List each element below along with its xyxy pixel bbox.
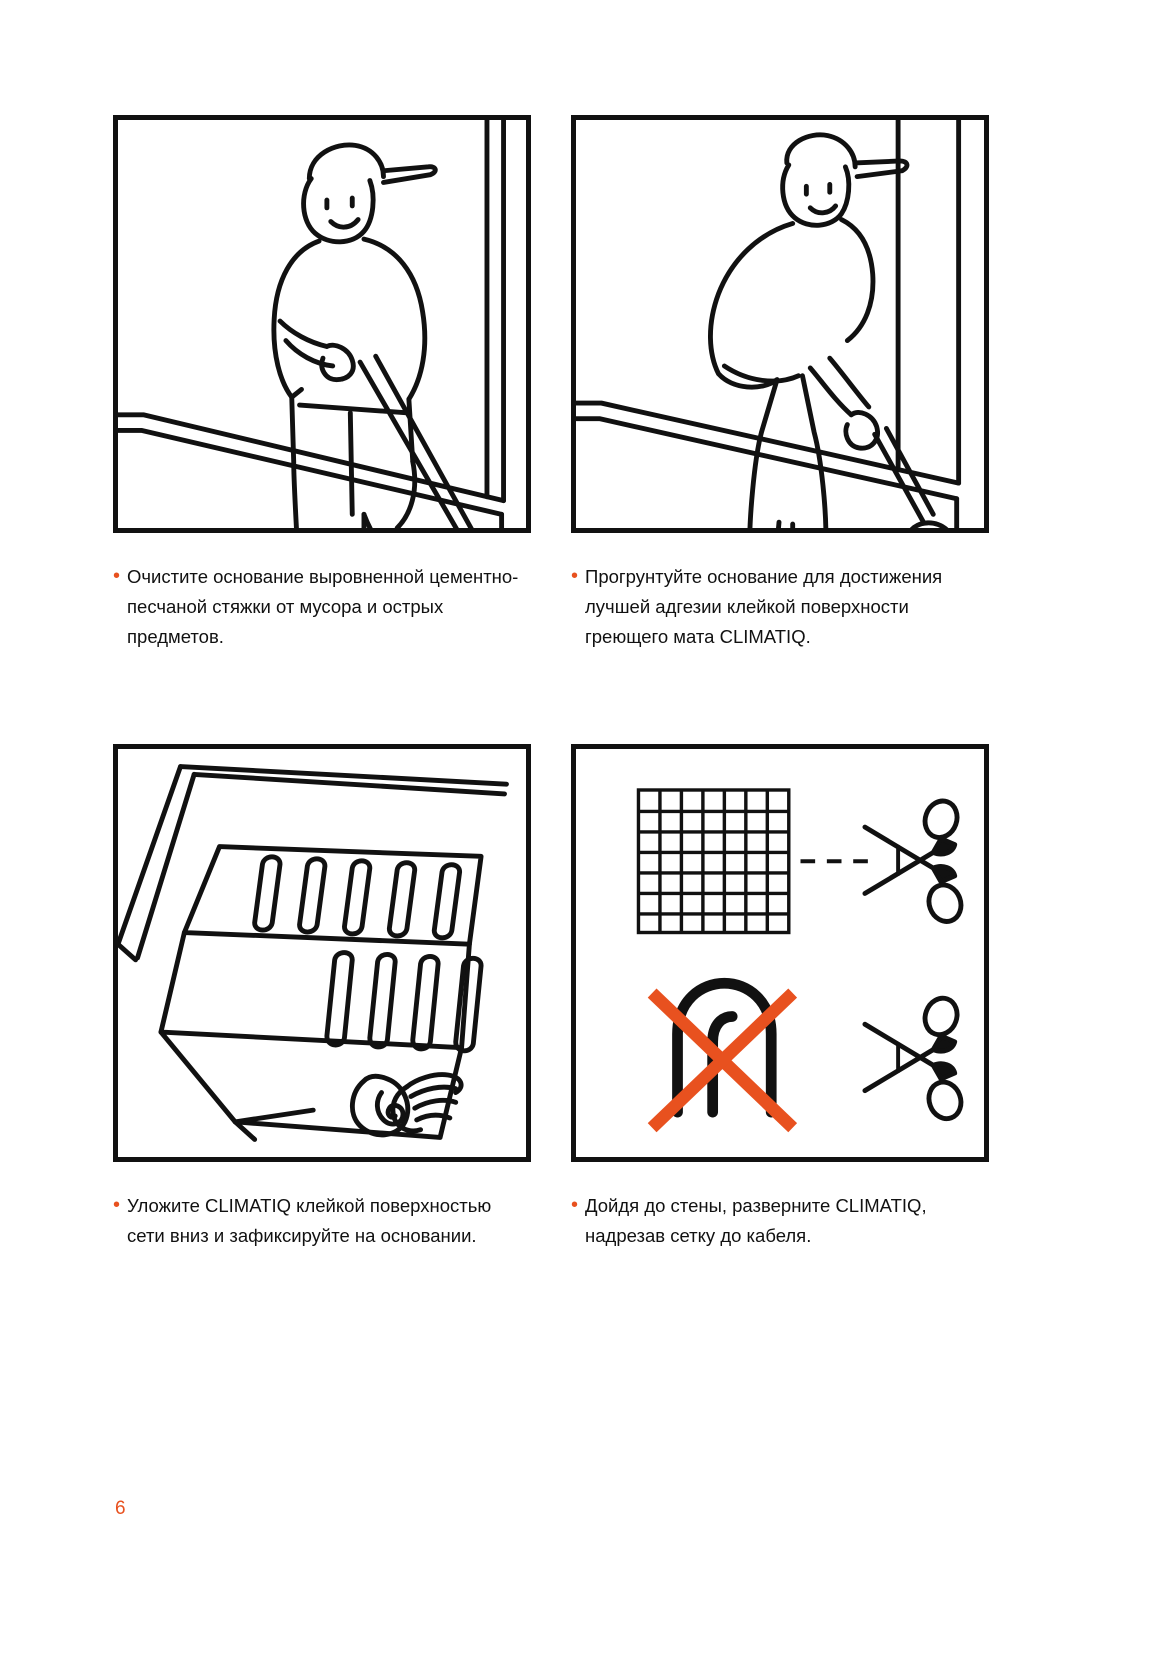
mat-fold-icon	[161, 1032, 313, 1122]
scissors-icon	[865, 796, 966, 925]
figure-cut-mesh-not-cable	[571, 744, 989, 1162]
step-3-text: Уложите CLIMATIQ клейкой поверхностью сети вниз и зафиксируйте на основании.	[127, 1194, 492, 1246]
step-4	[571, 744, 993, 1251]
bullet-marker: •	[113, 1193, 121, 1216]
step-3	[113, 744, 535, 1251]
bullet-marker: •	[571, 565, 579, 587]
instruction-row-1	[113, 115, 993, 652]
step-4-text: Дойдя до стены, разверните CLIMATIQ, надрезав сетку до кабеля.	[585, 1194, 927, 1246]
step-1-caption	[113, 562, 535, 652]
mesh-grid-icon	[638, 790, 788, 933]
row-spacer	[113, 652, 993, 744]
instruction-grid	[113, 115, 993, 1251]
floor-corner-icon	[576, 120, 959, 528]
page-number: 6	[115, 1498, 126, 1519]
step-2-text: Прогрунтуйте основание для достижения лучшей адгезии клейкой поверхности греющего мата CLIMATIQ.	[585, 566, 943, 647]
step-4-caption	[571, 1191, 993, 1251]
figure-priming-floor	[571, 115, 989, 533]
step-3-caption	[113, 1191, 535, 1251]
step-1-text: Очистите основание выровненной цементно-песчаной стяжки от мусора и острых предметов.	[127, 566, 519, 647]
step-2-caption	[571, 562, 993, 652]
scissors-icon	[865, 994, 966, 1123]
instruction-row-2	[113, 744, 993, 1251]
figure-unrolling-mat	[113, 744, 531, 1162]
bullet-marker: •	[113, 565, 121, 587]
figure-sweeping-screed	[113, 115, 531, 533]
step-2	[571, 115, 993, 652]
bullet-marker: •	[571, 1193, 579, 1216]
step-1	[113, 115, 535, 652]
